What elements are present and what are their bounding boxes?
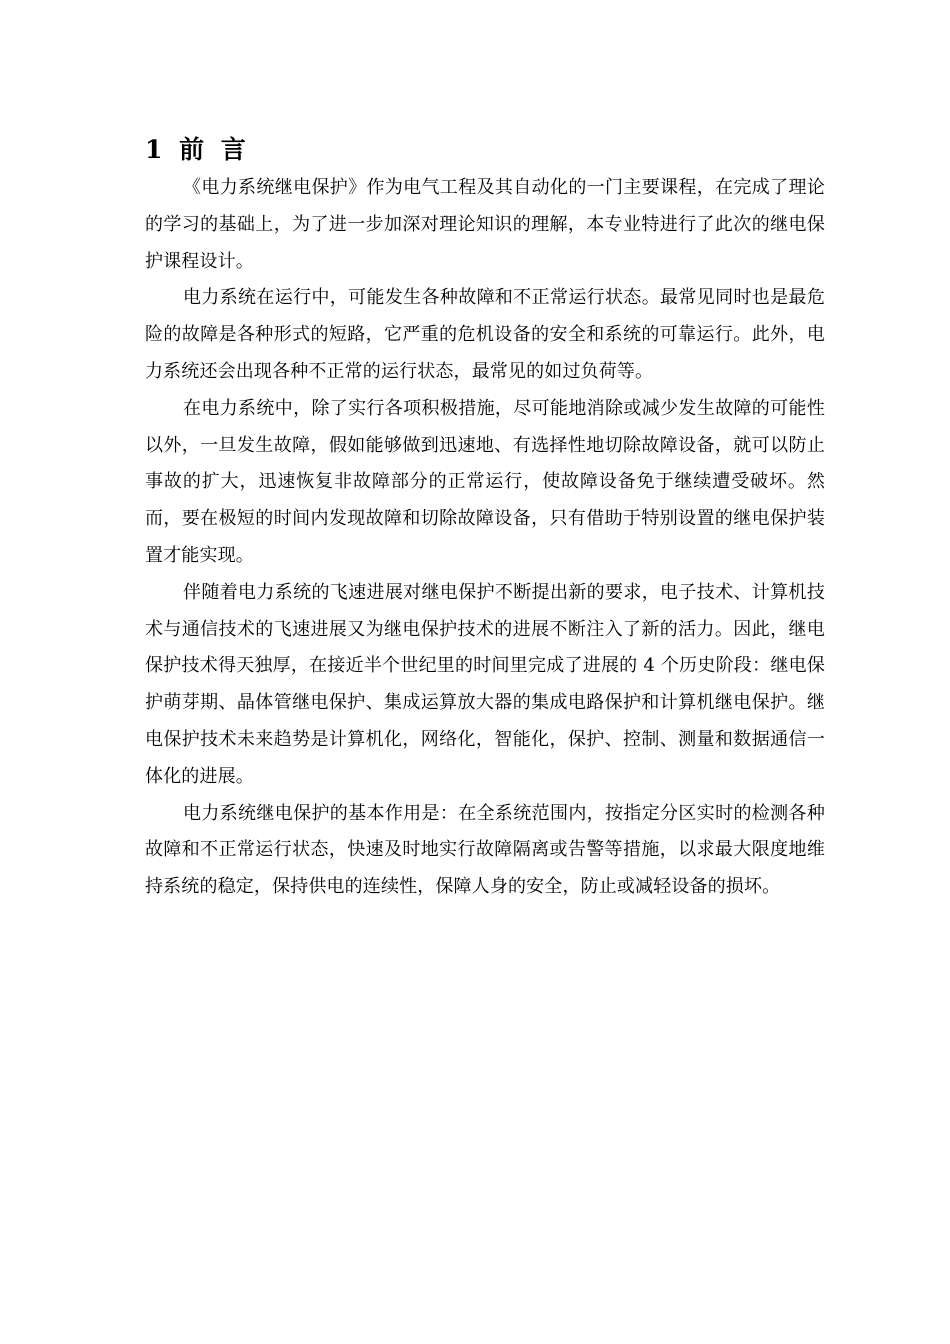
document-body [145,130,825,906]
section-heading: 1 前 言 [145,135,250,164]
paragraph-development: 伴随着电力系统的飞速进展对继电保护不断提出新的要求，电子技术、计算机技术与通信技术的飞速进展又为继电保护技术的进展不断注入了新的活力。因此，继电保护技术得天独厚，在接近半个世纪里的时间里完成了进展的 4 个历史阶段：继电保护萌芽期、晶体管继电保护、集成运算放大器的集成电路保护和计算机继电保护。继电保护技术未来趋势是计算机化，网络化，智能化，保护、控制、测量和数据通信一体化的进展。 [145,581,825,787]
paragraph-function: 电力系统继电保护的基本作用是：在全系统范围内，按指定分区实时的检测各种故障和不正常运行状态，快速及时地实行故障隔离或告警等措施，以求最大限度地维持系统的稳定，保持供电的连续性，保障人身的安全，防止或减轻设备的损坏。 [145,802,825,898]
paragraph-intro: 《电力系统继电保护》作为电气工程及其自动化的一门主要课程，在完成了理论的学习的基础上，为了进一步加深对理论知识的理解，本专业特进行了此次的继电保护课程设计。 [145,177,825,272]
paragraph-faults: 电力系统在运行中，可能发生各种故障和不正常运行状态。最常见同时也是最危险的故障是各种形式的短路，它严重的危机设备的安全和系统的可靠运行。此外，电力系统还会出现各种不正常的运行状态，最常见的如过负荷等。 [145,287,825,382]
paragraph-measures: 在电力系统中，除了实行各项积极措施，尽可能地消除或减少发生故障的可能性以外，一旦发生故障，假如能够做到迅速地、有选择性地切除故障设备，就可以防止事故的扩大，迅速恢复非故障部分的正常运行，使故障设备免于继续遭受破坏。然而，要在极短的时间内发现故障和切除故障设备，只有借助于特别设置的继电保护装置才能实现。 [145,397,825,566]
